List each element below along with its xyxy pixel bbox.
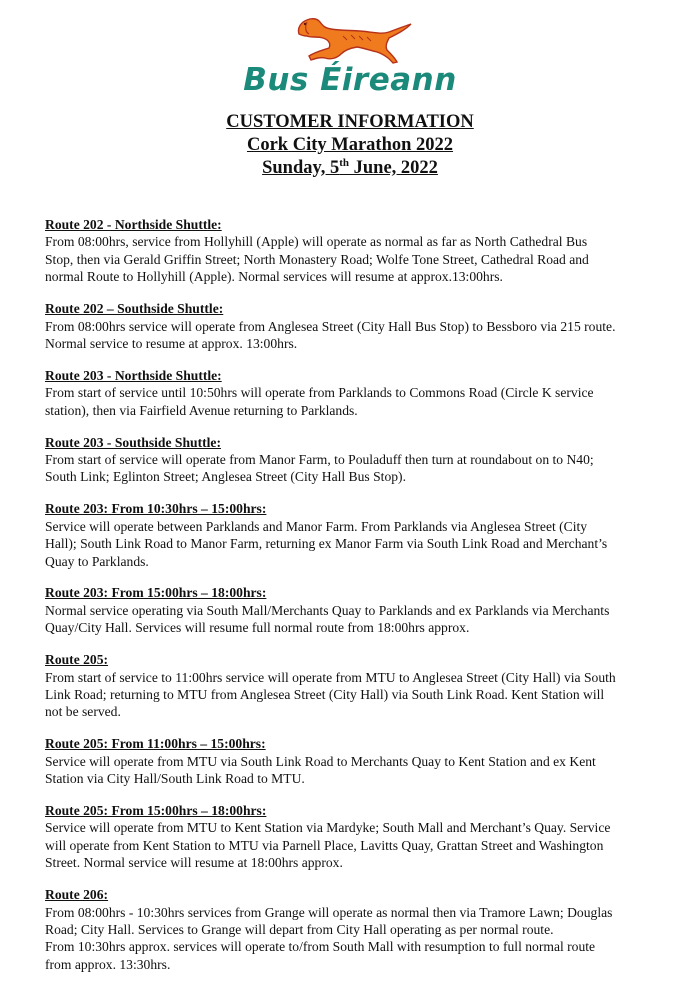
description-line: From start of service until 10:50hrs will operate from Parklands to Commons Road (Circle K service [45, 385, 594, 401]
route-heading: Route 203 - Northside Shuttle: [45, 367, 222, 383]
route-description [45, 753, 685, 788]
route-section [45, 651, 685, 721]
description-line: Stop, then via Gerald Griffin Street; North Monastery Road; Wolfe Tone Street, Cathedral Road and [45, 251, 589, 267]
description-line: Quay/City Hall. Services will resume full normal route from 18:00hrs approx. [45, 620, 470, 636]
route-heading: Route 203: From 10:30hrs – 15:00hrs: [45, 501, 267, 517]
route-section [45, 367, 685, 419]
brand-name: Bus Éireann [243, 62, 457, 98]
route-description [45, 819, 685, 871]
route-section [45, 584, 685, 636]
description-line: Normal service operating via South Mall/Merchants Quay to Parklands and ex Parklands via Merchants [45, 602, 610, 618]
route-section [45, 300, 685, 352]
route-heading: Route 205: [45, 652, 109, 668]
route-description [45, 518, 685, 570]
description-line: From start of service to 11:00hrs service will operate from MTU to Anglesea Street (City Hall) via South [45, 669, 616, 685]
route-section [45, 886, 685, 973]
description-line: Street. Normal service will resume at 18:00hrs approx. [45, 855, 343, 871]
description-line: Quay to Parklands. [45, 553, 149, 569]
bus-eireann-logo [0, 12, 700, 98]
description-line: From start of service will operate from Manor Farm, to Pouladuff then turn at roundabout on to N40; [45, 451, 594, 467]
route-description [45, 904, 685, 974]
description-line: From 10:30hrs approx. services will operate to/from South Mall with resumption to full normal route [45, 939, 596, 955]
route-heading: Route 203 - Southside Shuttle: [45, 434, 221, 450]
red-setter-dog-icon [293, 14, 415, 66]
description-line: not be served. [45, 704, 121, 720]
route-section [45, 802, 685, 872]
route-description [45, 451, 685, 486]
description-line: Road; City Hall. Services to Grange will depart from City Hall operating as per normal route. [45, 921, 554, 937]
description-line: Link Road; returning to MTU from Anglesea Street (City Hall) via South Link Road. Kent Station will [45, 686, 605, 702]
route-heading: Route 205: From 15:00hrs – 18:00hrs: [45, 802, 267, 818]
description-line: Service will operate from MTU via South Link Road to Merchants Quay to Kent Station and ex Kent [45, 753, 596, 769]
route-description [45, 669, 685, 721]
description-line: Normal service to resume at approx. 13:00hrs. [45, 335, 298, 351]
route-heading: Route 202 - Northside Shuttle: [45, 217, 222, 232]
description-line: Station via City Hall/South Link Road to MTU. [45, 771, 305, 787]
description-line: From 08:00hrs service will operate from Anglesea Street (City Hall Bus Stop) to Bessboro via 215 route. [45, 318, 616, 334]
description-line: normal Route to Hollyhill (Apple). Normal services will resume at approx.13:00hrs. [45, 269, 503, 285]
route-description [45, 384, 685, 419]
description-line: From 08:00hrs - 10:30hrs services from Grange will operate as normal then via Tramore Lawn; Douglas [45, 904, 613, 920]
description-line: will operate from Kent Station to MTU via Parnell Place, Lavitts Quay, Grattan Street and Washington [45, 837, 604, 853]
event-date: Sunday, 5th June, 2022 [262, 156, 438, 178]
description-line: From 08:00hrs, service from Hollyhill (Apple) will operate as normal as far as North Cathedral Bus [45, 234, 588, 250]
description-line: Service will operate from MTU to Kent Station via Mardyke; South Mall and Merchant’s Quay. Service [45, 820, 611, 836]
description-line: from approx. 13:30hrs. [45, 956, 171, 972]
route-section [45, 434, 685, 486]
route-section [45, 216, 685, 286]
route-heading: Route 206: [45, 887, 109, 903]
route-description [45, 602, 685, 637]
route-heading: Route 203: From 15:00hrs – 18:00hrs: [45, 585, 267, 601]
route-section [45, 735, 685, 787]
route-sections [45, 216, 685, 988]
route-heading: Route 202 – Southside Shuttle: [45, 301, 224, 317]
route-heading: Route 205: From 11:00hrs – 15:00hrs: [45, 736, 266, 752]
route-description [45, 318, 685, 353]
description-line: station), then via Fairfield Avenue returning to Parklands. [45, 402, 358, 418]
event-title: Cork City Marathon 2022 [246, 135, 454, 155]
route-section [45, 500, 685, 570]
route-description [45, 233, 685, 285]
description-line: Hall); South Link Road to Manor Farm, returning ex Manor Farm via South Link Road and Merchant’s [45, 536, 608, 552]
description-line: South Link; Eglinton Street; Anglesea Street (City Hall Bus Stop). [45, 469, 406, 485]
description-line: Service will operate between Parklands and Manor Farm. From Parklands via Anglesea Street (City [45, 518, 588, 534]
document-header [0, 111, 700, 180]
page-title: CUSTOMER INFORMATION [226, 112, 474, 132]
